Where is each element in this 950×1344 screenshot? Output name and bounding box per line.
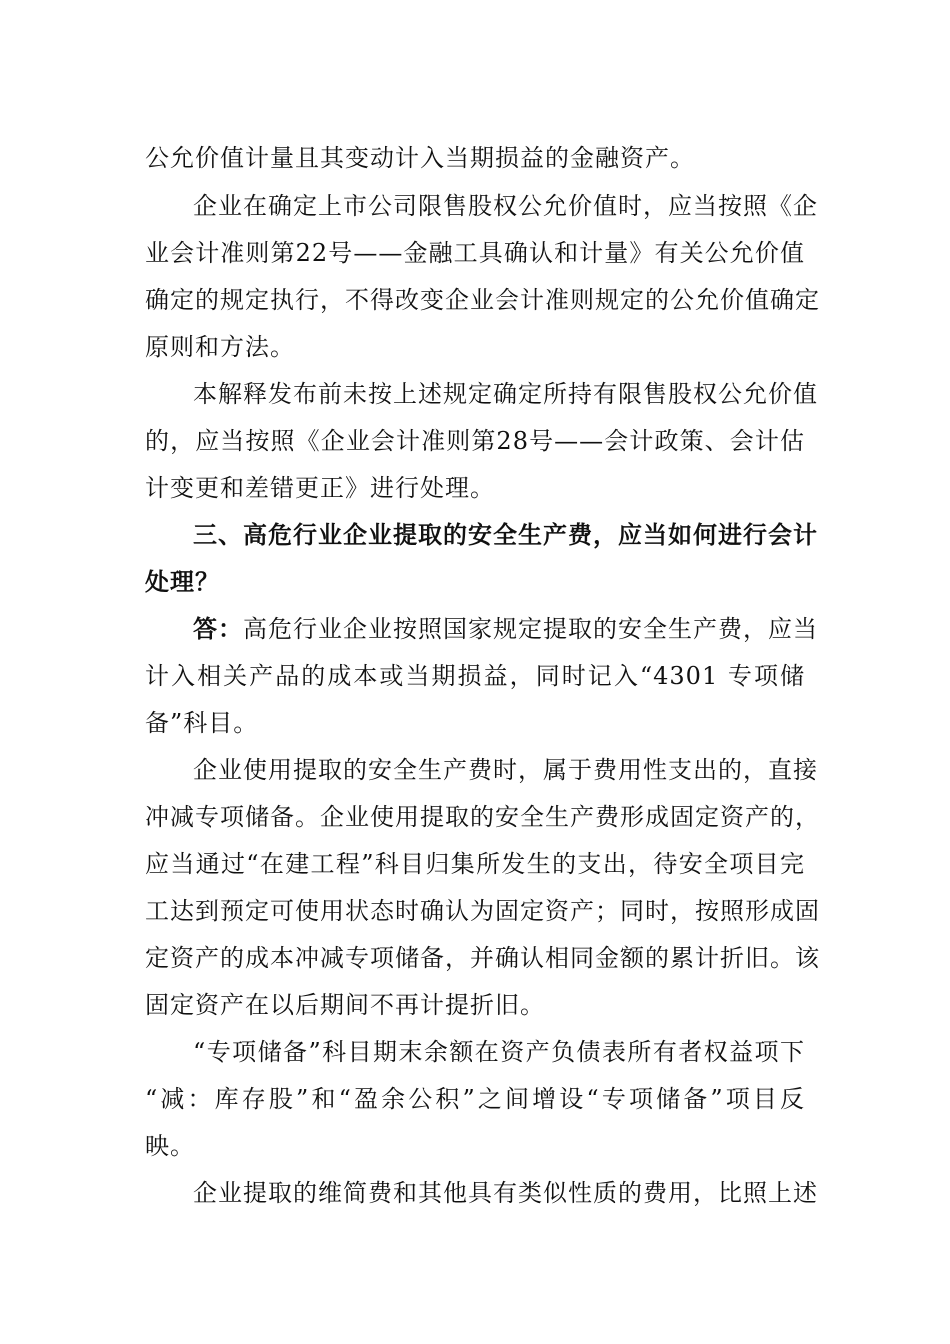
paragraph-line: “专项储备”科目期末余额在资产负债表所有者权益项下 (193, 1038, 805, 1066)
section-heading-line: 处理？ (145, 568, 220, 596)
paragraph-line: 原则和方法。 (145, 333, 295, 361)
paragraph-line: 冲减专项储备。企业使用提取的安全生产费形成固定资产的， (145, 803, 820, 831)
paragraph-line: 公允价值计量且其变动计入当期损益的金融资产。 (145, 144, 695, 172)
paragraph-line: 的，应当按照《企业会计准则第28号——会计政策、会计估 (145, 427, 805, 455)
paragraph-line: 高危行业企业按照国家规定提取的安全生产费，应当 (243, 615, 818, 643)
paragraph-line: 本解释发布前未按上述规定确定所持有限售股权公允价值 (193, 380, 818, 408)
paragraph-line: 固定资产在以后期间不再计提折旧。 (145, 991, 545, 1019)
paragraph-line: 企业使用提取的安全生产费时，属于费用性支出的，直接 (193, 756, 818, 784)
paragraph-line: 企业在确定上市公司限售股权公允价值时，应当按照《企 (193, 192, 818, 220)
paragraph-line: 应当通过“在建工程”科目归集所发生的支出，待安全项目完 (145, 850, 805, 878)
answer-prefix (193, 613, 243, 645)
paragraph-line: 业会计准则第22号——金融工具确认和计量》有关公允价值 (145, 239, 805, 267)
answer-label: 答： (193, 615, 243, 643)
section-heading-line: 三、高危行业企业提取的安全生产费，应当如何进行会计 (193, 521, 818, 549)
paragraph-line: 工达到预定可使用状态时确认为固定资产；同时，按照形成固 (145, 897, 820, 925)
paragraph-line: 映。 (145, 1132, 195, 1160)
paragraph-line: 备”科目。 (145, 709, 259, 737)
paragraph-line: 计变更和差错更正》进行处理。 (145, 474, 495, 502)
paragraph-line: 企业提取的维简费和其他具有类似性质的费用，比照上述 (193, 1179, 818, 1207)
paragraph-line: “减：库存股”和“盈余公积”之间增设“专项储备”项目反 (145, 1085, 805, 1113)
paragraph-line: 计入相关产品的成本或当期损益，同时记入“4301 专项储 (145, 662, 805, 690)
paragraph-line: 定资产的成本冲减专项储备，并确认相同金额的累计折旧。该 (145, 944, 820, 972)
paragraph-line: 确定的规定执行，不得改变企业会计准则规定的公允价值确定 (145, 286, 820, 314)
